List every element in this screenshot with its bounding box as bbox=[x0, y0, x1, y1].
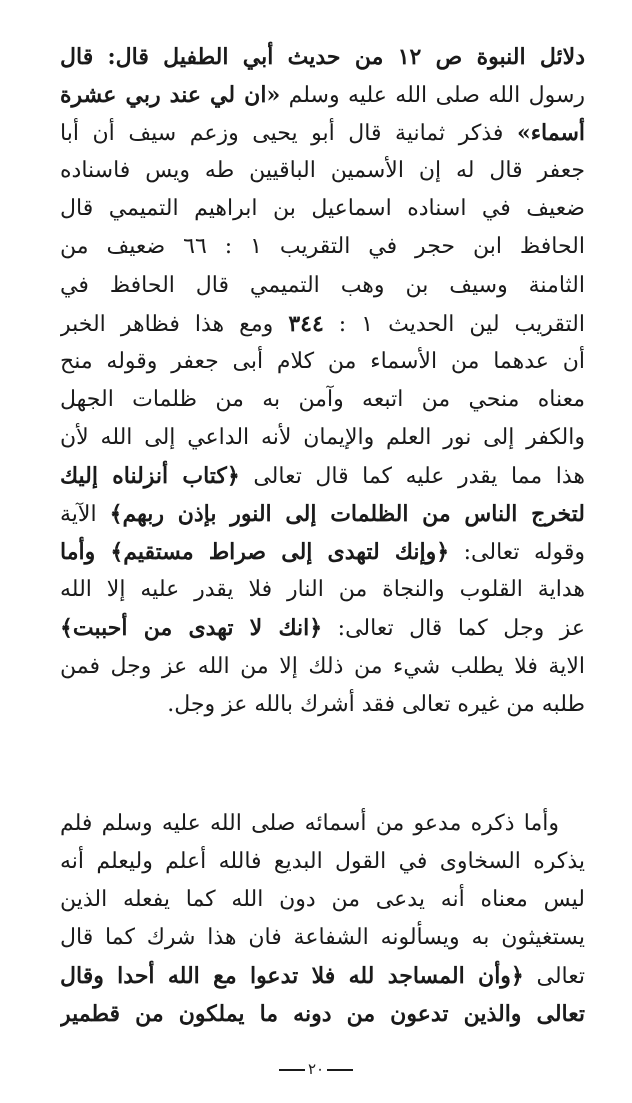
text-line bbox=[60, 419, 585, 457]
text-line bbox=[60, 343, 585, 381]
bold-text-run: ١٢ bbox=[397, 44, 422, 70]
text-run: طلبه من غيره تعالى فقد أشرك بالله عز وجل. bbox=[167, 691, 585, 717]
text-run: جعفر قال له إن الأسمين الباقيين طه ويس فاسناده bbox=[60, 158, 585, 184]
bold-text-run: تعالى والذين تدعون من دونه ما يملكون من قطمير bbox=[60, 1001, 585, 1028]
text-line bbox=[60, 190, 585, 228]
text-line bbox=[60, 381, 585, 419]
text-line bbox=[60, 805, 585, 843]
text-run: الآية bbox=[60, 502, 110, 528]
bold-text-run: ٣٤٤ bbox=[288, 310, 324, 337]
bold-text-run: أسماء» bbox=[516, 120, 585, 147]
text-run: هذا مما يقدر عليه كما قال تعالى bbox=[239, 464, 585, 490]
paragraph-2 bbox=[60, 805, 585, 1034]
text-line bbox=[60, 686, 585, 724]
text-line bbox=[60, 267, 585, 305]
text-line bbox=[60, 305, 585, 343]
page-number: ٢٠ bbox=[307, 1060, 325, 1078]
bold-text-run: ﴿وأن المساجد لله فلا تدعوا مع الله أحدا وقال bbox=[60, 963, 524, 990]
footer-dash-right bbox=[279, 1069, 305, 1071]
page-footer bbox=[0, 1060, 632, 1078]
text-run: الثامنة وسيف بن وهب التميمي قال الحافظ في bbox=[60, 272, 585, 298]
text-run: الحافظ ابن حجر في التقريب ١ : ٦٦ ضعيف من bbox=[60, 234, 585, 260]
text-run: يستغيثون به ويسألونه الشفاعة فان هذا شرك كما قال bbox=[60, 925, 585, 951]
text-run: يذكره السخاوى في القول البديع فالله أعلم وليعلم أنه bbox=[60, 849, 585, 875]
text-line bbox=[60, 881, 585, 919]
text-line bbox=[60, 919, 585, 957]
text-line bbox=[60, 114, 585, 152]
bold-text-run: «ان لي عند ربي عشرة bbox=[60, 82, 281, 109]
bold-text-run: وأما bbox=[60, 539, 111, 566]
text-run: التقريب لين الحديث ١ : bbox=[323, 311, 585, 337]
text-line bbox=[60, 843, 585, 881]
text-run: ليس معناه أنه يدعى من دون الله كما يفعله الذين bbox=[60, 887, 585, 913]
text-run: فذكر ثمانية قال أبو يحيى وزعم سيف أن أبا bbox=[60, 121, 517, 147]
text-line bbox=[60, 648, 585, 686]
bold-text-run: من حديث أبي الطفيل قال: قال bbox=[60, 44, 398, 70]
bold-text-run: ﴿انك لا تهدى من أحببت﴾ bbox=[60, 615, 323, 642]
text-run: ومع هذا فظاهر الخبر bbox=[60, 311, 289, 337]
text-run: وأما ذكره مدعو من أسمائه صلى الله عليه وسلم فلم bbox=[60, 811, 559, 836]
text-line bbox=[60, 457, 585, 495]
paragraph-1 bbox=[60, 38, 585, 724]
bold-text-run: ﴿كتاب أنزلناه إليك bbox=[60, 463, 240, 490]
text-run: ضعيف في اسناده اسماعيل بن ابراهيم التميمي قال bbox=[60, 196, 585, 222]
bold-text-run: لتخرج الناس من الظلمات إلى النور بإذن ربهم﴾ bbox=[109, 501, 585, 528]
text-line bbox=[60, 533, 585, 571]
footer-dash-left bbox=[327, 1069, 353, 1071]
text-run: الاية فلا يطلب شيء من ذلك إلا من الله عز وجل فمن bbox=[60, 653, 585, 679]
text-run: وقوله تعالى: bbox=[449, 540, 585, 566]
text-run: هداية القلوب والنجاة من النار فلا يقدر عليه إلا الله bbox=[60, 577, 585, 603]
text-line bbox=[60, 495, 585, 533]
text-line bbox=[60, 228, 585, 266]
text-line bbox=[60, 76, 585, 114]
text-run: أن عدهما من الأسماء من كلام أبى جعفر وقوله منح bbox=[60, 348, 585, 374]
text-line bbox=[60, 38, 585, 76]
text-line bbox=[60, 152, 585, 190]
text-run: رسول الله صلى الله عليه وسلم bbox=[280, 83, 585, 109]
bold-text-run: دلائل النبوة ص bbox=[421, 44, 585, 70]
text-run: عز وجل كما قال تعالى: bbox=[322, 616, 585, 642]
text-line bbox=[60, 571, 585, 609]
text-run: معناه منحي من اتبعه وآمن به من ظلمات الجهل bbox=[60, 386, 585, 412]
text-run: والكفر إلى نور العلم والإيمان لأنه الداعي إلى الله لأن bbox=[60, 424, 585, 450]
text-line bbox=[60, 995, 585, 1033]
bold-text-run: ﴿وإنك لتهدى إلى صراط مستقيم﴾ bbox=[110, 539, 450, 566]
text-line bbox=[60, 609, 585, 647]
text-run: تعالى bbox=[523, 964, 585, 990]
text-line bbox=[60, 957, 585, 995]
